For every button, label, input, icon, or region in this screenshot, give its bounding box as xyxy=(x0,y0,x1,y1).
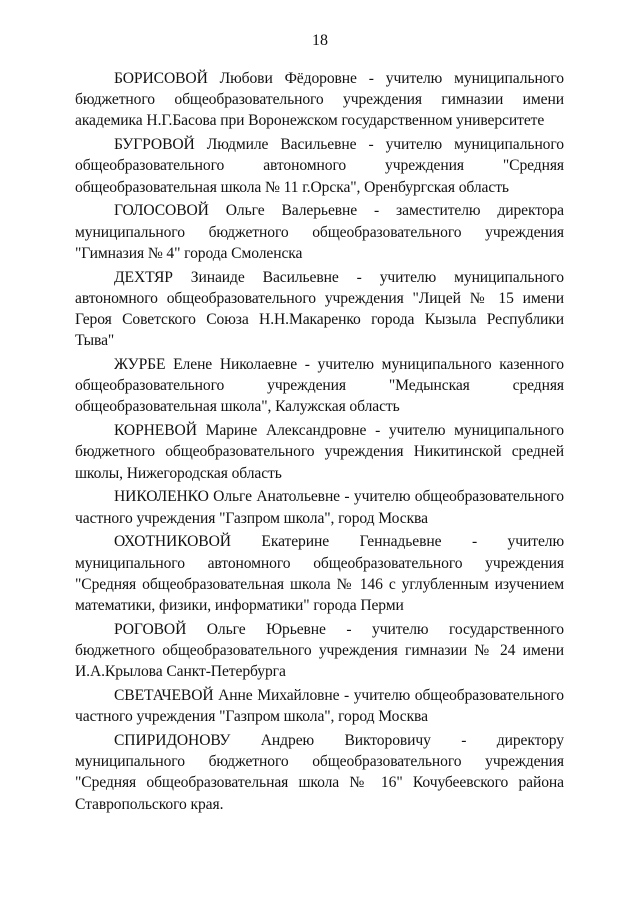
list-item: СПИРИДОНОВУ Андрею Викторовичу - директору муниципального бюджетного общеобразовательного учреждения "Средняя общеобразовательная школа № 16" Кочубеевского района Ставропольского края. xyxy=(75,732,564,813)
list-item: КОРНЕВОЙ Марине Александровне - учителю муниципального бюджетного общеобразовательного учреждения Никитинской средней школы, Нижегородская область xyxy=(75,422,564,482)
list-item: РОГОВОЙ Ольге Юрьевне - учителю государственного бюджетного общеобразовательного учреждения гимназии № 24 имени И.А.Крылова Санкт-Петербурга xyxy=(75,620,564,681)
list-item: ГОЛОСОВОЙ Ольге Валерьевне - заместителю директора муниципального бюджетного общеобразовательного учреждения "Гимназия № 4" города Смоленска xyxy=(75,202,564,262)
award-list xyxy=(75,68,564,815)
list-item: СВЕТАЧЕВОЙ Анне Михайловне - учителю общеобразовательного частного учреждения "Газпром школа", город Москва xyxy=(75,687,564,726)
list-item: ДЕХТЯР Зинаиде Васильевне - учителю муниципального автономного общеобразовательного учреждения "Лицей № 15 имени Героя Советского Союза Н.Н.Макаренко города Кызыла Республики Тыва" xyxy=(75,268,564,350)
page-number: 18 xyxy=(312,32,328,49)
list-item: НИКОЛЕНКО Ольге Анатольевне - учителю общеобразовательного частного учреждения "Газпром школа", город Москва xyxy=(75,488,564,527)
list-item: БУГРОВОЙ Людмиле Васильевне - учителю муниципального общеобразовательного автономного учреждения "Средняя общеобразовательная школа № 11 г.Орска", Оренбургская область xyxy=(75,136,564,196)
list-item: ЖУРБЕ Елене Николаевне - учителю муниципального казенного общеобразовательного учреждения "Медынская средняя общеобразовательная школа", Калужская область xyxy=(75,356,564,416)
list-item: ОХОТНИКОВОЙ Екатерине Геннадьевне - учителю муниципального автономного общеобразовательного учреждения "Средняя общеобразовательная школа № 146 с углубленным изучением математики, физики, информатики" города Перми xyxy=(75,533,564,615)
list-item: БОРИСОВОЙ Любови Фёдоровне - учителю муниципального бюджетного общеобразовательного учреждения гимназии имени академика Н.Г.Басова при Воронежском государственном университете xyxy=(75,70,564,130)
